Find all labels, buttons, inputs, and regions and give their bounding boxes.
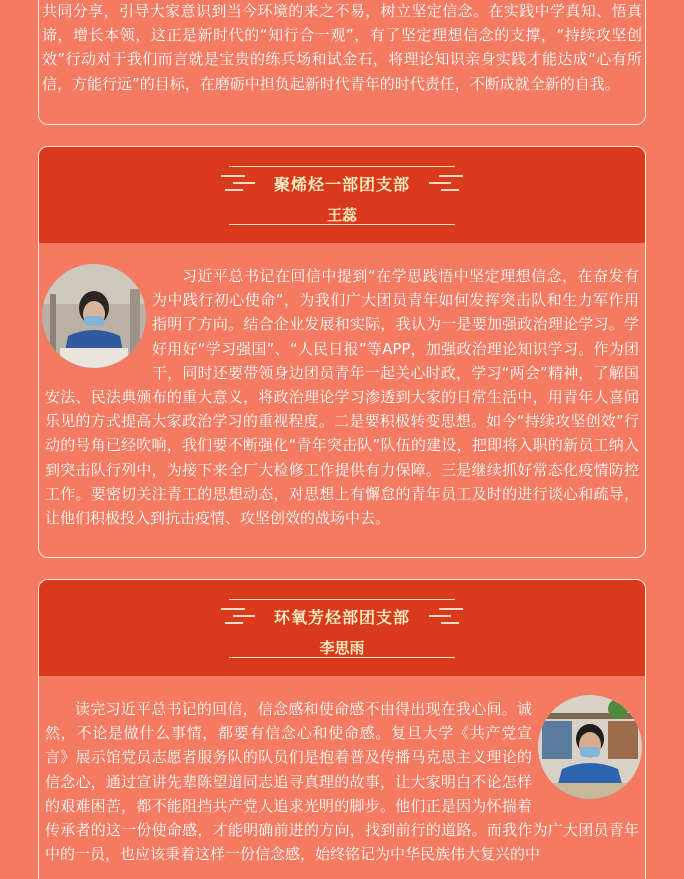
previous-article-card (38, 0, 646, 125)
article-body (39, 676, 645, 866)
article-body (39, 243, 645, 530)
article-card-epoxy (38, 579, 646, 879)
header-divider-top (229, 599, 455, 600)
author-name: 李思雨 (319, 639, 365, 657)
article-card-polyolefin (38, 146, 646, 558)
article-header (39, 580, 645, 676)
author-photo (538, 695, 642, 799)
author-name: 王蕊 (326, 206, 357, 224)
article-text: 读完习近平总书记的回信，信念感和使命感不由得出现在我心间。诚然，不论是做什么事情，都要有信念心和使命感。复旦大学《共产党宣言》展示馆党员志愿者服务队的队员们是抱着普及传播马克思主义理论的信念心，通过宣讲先辈陈望道同志追寻真理的故事，让大家明白不论怎样的艰难困苦，都不能阻挡共产党人追求光明的脚步。他们正是因为怀揣着传承者的这一份使命感，才能明确前进的方向，找到前行的道路。而我作为广大团员青年中的一员，也应该秉着这样一份信念感，始终铭记为中华民族伟大复兴的中 (45, 700, 639, 864)
branch-title: 聚烯烃一部团支部 (273, 175, 410, 194)
ribbon-right-icon (423, 173, 463, 191)
branch-title: 环氧芳烃部团支部 (273, 608, 410, 627)
article-text: 习近平总书记在回信中提到“在学思践悟中坚定理想信念，在奋发有为中践行初心使命”，为我们广大团员青年如何发挥突击队和生力军作用指明了方向。结合企业发展和实际，我认为一是要加强政治理论学习。学好用好“学习强国”、“人民日报”等APP，加强政治理论知识学习。作为团干，同时还要带领身边团员青年一起关心时政，学习“两会”精神，了解国安法、民法典颁布的重大意义，将政治理论学习渗透到大家的日常生活中，用青年人喜闻乐见的方式提高大家政治学习的重视程度。二是要积极转变思想。如今“持续攻坚创效”行动的号角已经吹响，我们要不断强化“青年突击队”队伍的建设，把即将入职的新员工纳入到突击队行列中，为接下来全厂大检修工作提供有力保障。三是继续抓好常态化疫情防控工作。要密切关注青工的思想动态，对思想上有懈怠的青年员工及时的进行谈心和疏导，让他们积极投入到抗击疫情、攻坚创效的战场中去。 (45, 267, 639, 528)
previous-article-text: 共同分享，引导大家意识到当今环境的来之不易，树立坚定信念。在实践中学真知、悟真谛，增长本领，这正是新时代的“知行合一观”，有了坚定理想信念的支撑，“持续攻坚创效”行动对于我们而言就是宝贵的练兵场和试金石，将理论知识亲身实践才能达成“心有所信，方能行远”的目标，在磨砺中担负起新时代青年的时代责任，不断成就全新的自我。 (42, 2, 642, 93)
header-divider-top (229, 166, 455, 167)
ribbon-right-icon (423, 606, 463, 624)
article-header (39, 147, 645, 243)
header-divider-bottom (229, 657, 455, 658)
header-divider-bottom (229, 224, 455, 225)
author-photo (42, 264, 146, 368)
